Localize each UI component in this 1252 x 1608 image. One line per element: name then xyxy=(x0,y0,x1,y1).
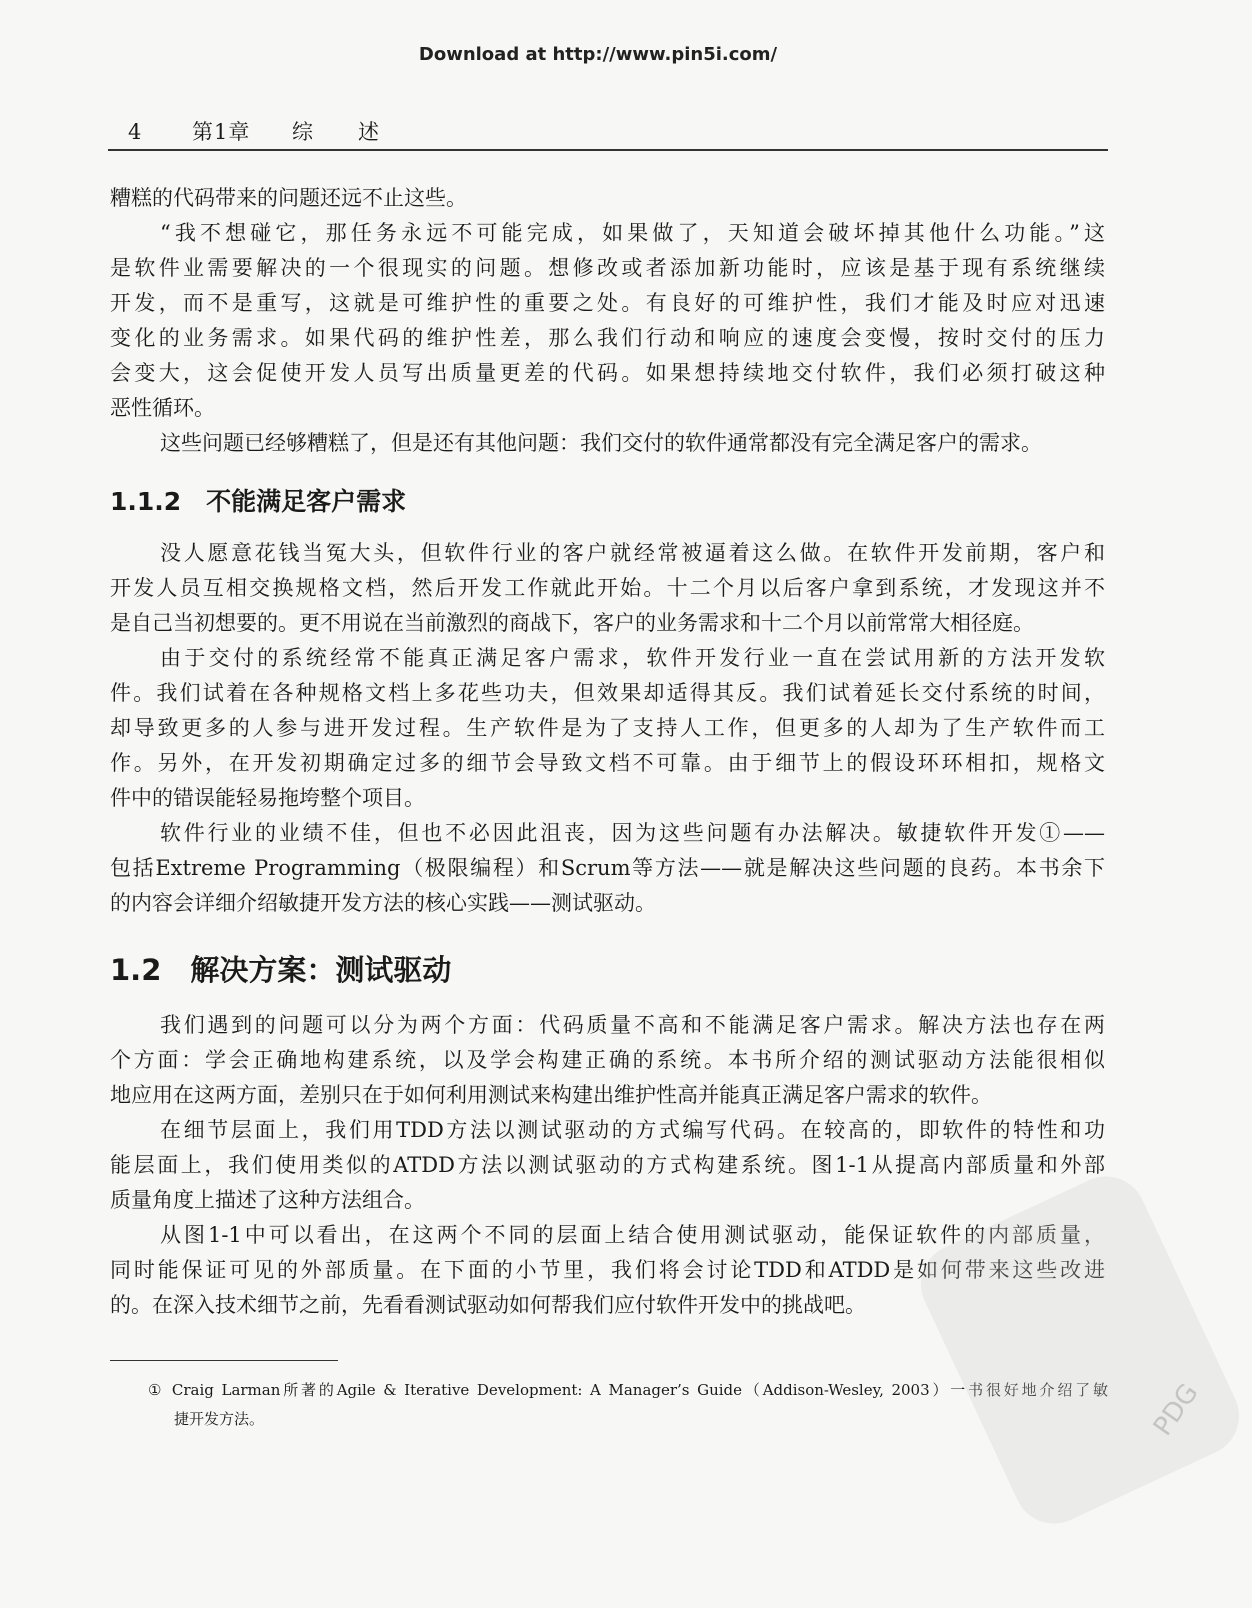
download-banner: Download at http://www.pin5i.com/ xyxy=(418,44,778,65)
text-line: 我们遇到的问题可以分为两个方面：代码质量不高和不能满足客户需求。解决方法也存在两 xyxy=(160,1013,1105,1037)
text-line: 包括Extreme Programming（极限编程）和Scrum等方法——就是解决这些问题的良药。本书余下 xyxy=(110,856,1105,880)
paragraph xyxy=(110,216,1105,426)
section-1-1-2-body xyxy=(110,536,1105,921)
chapter-number: 第1章 xyxy=(192,120,251,144)
running-header xyxy=(128,116,380,146)
text-line: 件中的错误能轻易拖垮整个项目。 xyxy=(110,786,425,810)
paragraph xyxy=(110,181,1105,216)
text-line: 质量角度上描述了这种方法组合。 xyxy=(110,1188,425,1212)
footnote-line: ① Craig Larman所著的Agile & Iterative Development: A Manager’s Guide（Addison-Wesley, 2003）一书很好地介绍了敏 xyxy=(148,1381,1108,1399)
text-line: 同时能保证可见的外部质量。在下面的小节里，我们将会讨论TDD和ATDD是如何带来这些改进 xyxy=(110,1258,1105,1282)
text-line: 的。在深入技术细节之前，先看看测试驱动如何帮我们应付软件开发中的挑战吧。 xyxy=(110,1293,866,1317)
text-line: 地应用在这两方面，差别只在于如何利用测试来构建出维护性高并能真正满足客户需求的软件。 xyxy=(110,1083,992,1107)
text-line: 从图1-1中可以看出，在这两个不同的层面上结合使用测试驱动，能保证软件的内部质量， xyxy=(160,1223,1105,1247)
text-line: 是软件业需要解决的一个很现实的问题。想修改或者添加新功能时，应该是基于现有系统继续 xyxy=(110,256,1105,280)
text-line: 由于交付的系统经常不能真正满足客户需求，软件开发行业一直在尝试用新的方法开发软 xyxy=(160,646,1105,670)
text-line: 件。我们试着在各种规格文档上多花些功夫，但效果却适得其反。我们试着延长交付系统的时间， xyxy=(110,681,1105,705)
chapter-title: 综 述 xyxy=(292,120,380,144)
text-line: 却导致更多的人参与进开发过程。生产软件是为了支持人工作，但更多的人却为了生产软件而工 xyxy=(110,716,1105,740)
paragraph xyxy=(110,641,1105,816)
text-line: 恶性循环。 xyxy=(110,396,215,420)
text-line: 软件行业的业绩不佳，但也不必因此沮丧，因为这些问题有办法解决。敏捷软件开发①—— xyxy=(160,821,1105,845)
paragraph xyxy=(110,816,1105,921)
text-line: 开发人员互相交换规格文档，然后开发工作就此开始。十二个月以后客户拿到系统，才发现这并不 xyxy=(110,576,1105,600)
section-heading-1-2: 1.2 解决方案：测试驱动 xyxy=(110,953,452,987)
text-line: 这些问题已经够糟糕了，但是还有其他问题：我们交付的软件通常都没有完全满足客户的需求。 xyxy=(160,431,1042,455)
paragraph xyxy=(110,1113,1105,1218)
footnote-line: 捷开发方法。 xyxy=(174,1410,265,1428)
footnote-rule xyxy=(110,1360,338,1361)
text-line: 的内容会详细介绍敏捷开发方法的核心实践——测试驱动。 xyxy=(110,891,656,915)
text-line: 会变大，这会促使开发人员写出质量更差的代码。如果想持续地交付软件，我们必须打破这种 xyxy=(110,361,1105,385)
text-line: 开发，而不是重写，这就是可维护性的重要之处。有良好的可维护性，我们才能及时应对迅速 xyxy=(110,291,1105,315)
intro-paragraphs xyxy=(110,181,1105,461)
page-number: 4 xyxy=(128,120,143,144)
watermark-text: PDG xyxy=(1148,1378,1205,1442)
header-rule xyxy=(108,149,1108,151)
paragraph xyxy=(110,1008,1105,1113)
text-line: 能层面上，我们使用类似的ATDD方法以测试驱动的方式构建系统。图1-1从提高内部质量和外部 xyxy=(110,1153,1105,1177)
section-heading-1-1-2: 1.1.2 不能满足客户需求 xyxy=(110,487,407,516)
text-line: 作。另外，在开发初期确定过多的细节会导致文档不可靠。由于细节上的假设环环相扣，规格文 xyxy=(110,751,1105,775)
paragraph xyxy=(110,536,1105,641)
paragraph xyxy=(110,426,1105,461)
text-line: “我不想碰它，那任务永远不可能完成，如果做了，天知道会破坏掉其他什么功能。”这 xyxy=(160,221,1105,245)
text-line: 没人愿意花钱当冤大头，但软件行业的客户就经常被逼着这么做。在软件开发前期，客户和 xyxy=(160,541,1105,565)
text-line: 在细节层面上，我们用TDD方法以测试驱动的方式编写代码。在较高的，即软件的特性和功 xyxy=(160,1118,1105,1142)
text-line: 个方面：学会正确地构建系统，以及学会构建正确的系统。本书所介绍的测试驱动方法能很相似 xyxy=(110,1048,1105,1072)
text-line: 是自己当初想要的。更不用说在当前激烈的商战下，客户的业务需求和十二个月以前常常大相径庭。 xyxy=(110,611,1034,635)
text-line: 糟糕的代码带来的问题还远不止这些。 xyxy=(110,186,467,210)
text-line: 变化的业务需求。如果代码的维护性差，那么我们行动和响应的速度会变慢，按时交付的压力 xyxy=(110,326,1105,350)
